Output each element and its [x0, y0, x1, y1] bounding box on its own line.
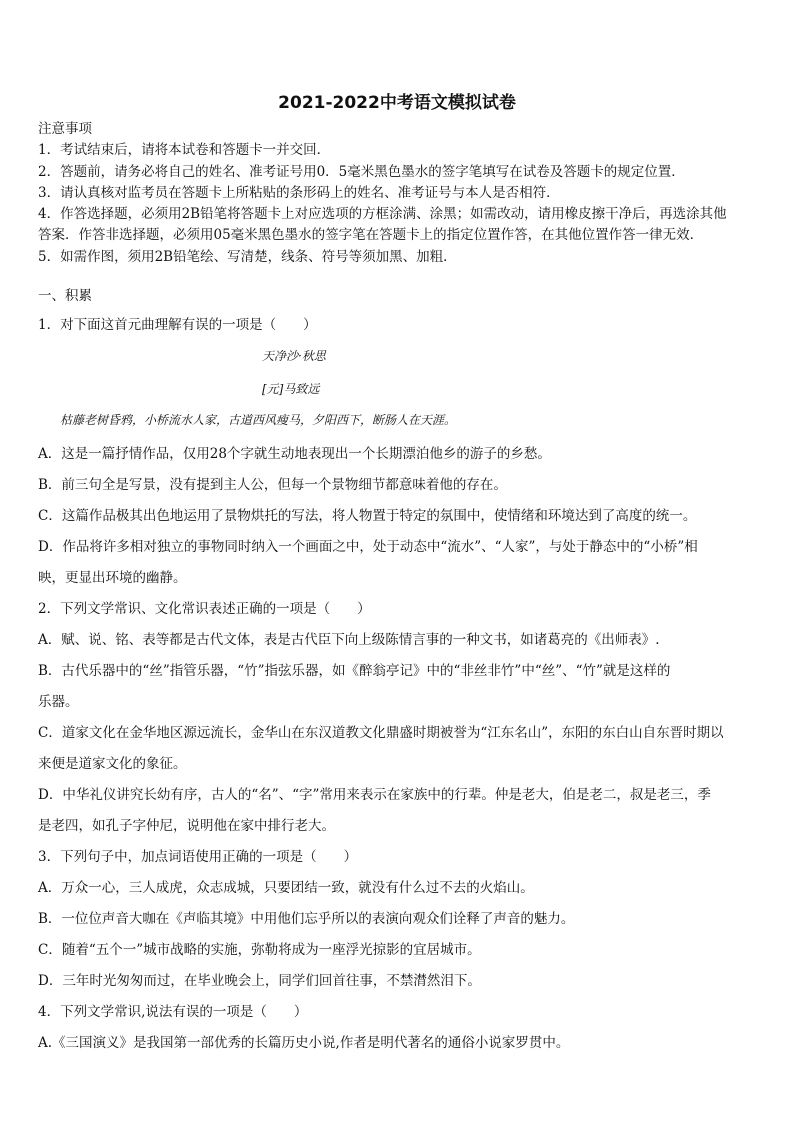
- notes-block: [38, 119, 758, 268]
- question-2: [38, 594, 760, 842]
- option-b: B．一位位声音大咖在《声临其境》中用他们忘乎所以的表演向观众们诠释了声音的魅力。: [38, 911, 575, 927]
- option-c: C．随着“五个一”城市战略的实施，弥勒将成为一座浮光掠影的宜居城市。: [38, 942, 481, 958]
- poem-author: [元]马致远: [262, 382, 320, 396]
- option-d-cont: 映，更显出环境的幽静。: [38, 570, 187, 586]
- note-line: 4．作答选择题，必须用2B铅笔将答题卡上对应选项的方框涂满、涂黑；如需改动，请用橡皮擦干净后，再选涂其他: [38, 206, 727, 223]
- note-line: 答案．作答非选择题，必须用05毫米黑色墨水的签字笔在答题卡上的指定位置作答，在其他位置作答一律无效．: [38, 227, 704, 244]
- question-stem: 3．下列句子中，加点词语使用正确的一项是（ ）: [38, 849, 358, 865]
- exam-title: 2021-2022中考语文模拟试卷: [278, 93, 516, 113]
- note-line: 3．请认真核对监考员在答题卡上所粘贴的条形码上的姓名、准考证号与本人是否相符．: [38, 184, 560, 201]
- question-4: [38, 997, 760, 1059]
- note-line: 1．考试结束后，请将本试卷和答题卡一并交回．: [38, 142, 331, 159]
- note-line: 2．答题前，请务必将自己的姓名、准考证号用0．5毫米黑色墨水的签字笔填写在试卷及答题卡的规定位置．: [38, 163, 685, 180]
- option-d: D．三年时光匆匆而过，在毕业晚会上，同学们回首往事，不禁潸然泪下。: [38, 973, 481, 989]
- option-d: D．中华礼仪讲究长幼有序，古人的“名”、“字”常用来表示在家族中的行辈。仲是老大，伯是老二，叔是老三，季: [38, 787, 711, 803]
- question-stem: 2．下列文学常识、文化常识表述正确的一项是（ ）: [38, 601, 371, 617]
- option-a: A.《三国演义》是我国第一部优秀的长篇历史小说,作者是明代著名的通俗小说家罗贯中。: [38, 1035, 570, 1051]
- option-b: B．前三句全是写景，没有提到主人公，但每一个景物细节都意味着他的存在。: [38, 477, 507, 493]
- poem-text: 枯藤老树昏鸦，小桥流水人家，古道西风瘦马，夕阳西下，断肠人在天涯。: [60, 413, 457, 427]
- option-c: C．道家文化在金华地区源远流长，金华山在东汉道教文化鼎盛时期被誉为“江东名山”，东阳的东白山自东晋时期以: [38, 725, 724, 741]
- option-d-cont: 是老四，如孔子字仲尼，说明他在家中排行老大。: [38, 818, 335, 834]
- question-stem: 4．下列文学常识,说法有误的一项是（ ）: [38, 1004, 308, 1020]
- option-d: D．作品将许多相对独立的事物同时纳入一个画面之中，处于动态中“流水”、“人家”，与处于静态中的“小桥”相: [38, 539, 698, 555]
- option-a: A．赋、说、铭、表等都是古代文体，表是古代臣下向上级陈情言事的一种文书，如诸葛亮的《出师表》.: [38, 632, 660, 648]
- option-a: A．这是一篇抒情作品，仅用28个字就生动地表现出一个长期漂泊他乡的游子的乡愁。: [38, 446, 551, 462]
- notes-heading: 注意事项: [38, 121, 92, 137]
- option-c: C．这篇作品极其出色地运用了景物烘托的写法，将人物置于特定的氛围中，使情绪和环境达到了高度的统一。: [38, 508, 697, 524]
- option-b-cont: 乐器。: [38, 694, 79, 710]
- note-line: 5．如需作图，须用2B铅笔绘、写清楚，线条、符号等须加黑、加粗．: [38, 248, 457, 265]
- question-stem: 1．对下面这首元曲理解有误的一项是（ ）: [38, 317, 317, 333]
- option-c-cont: 来便是道家文化的象征。: [38, 756, 187, 772]
- option-a: A．万众一心，三人成虎，众志成城，只要团结一致，就没有什么过不去的火焰山。: [38, 880, 534, 896]
- poem-title: 天净沙·秋思: [262, 349, 326, 363]
- question-3: [38, 842, 760, 997]
- question-1: [38, 310, 760, 594]
- section-heading: 一、积累: [38, 288, 92, 304]
- exam-body: [38, 284, 760, 1059]
- option-b: B．古代乐器中的“丝”指管乐器，“竹”指弦乐器，如《醉翁亭记》中的“非丝非竹”中“丝”、“竹”就是这样的: [38, 663, 671, 679]
